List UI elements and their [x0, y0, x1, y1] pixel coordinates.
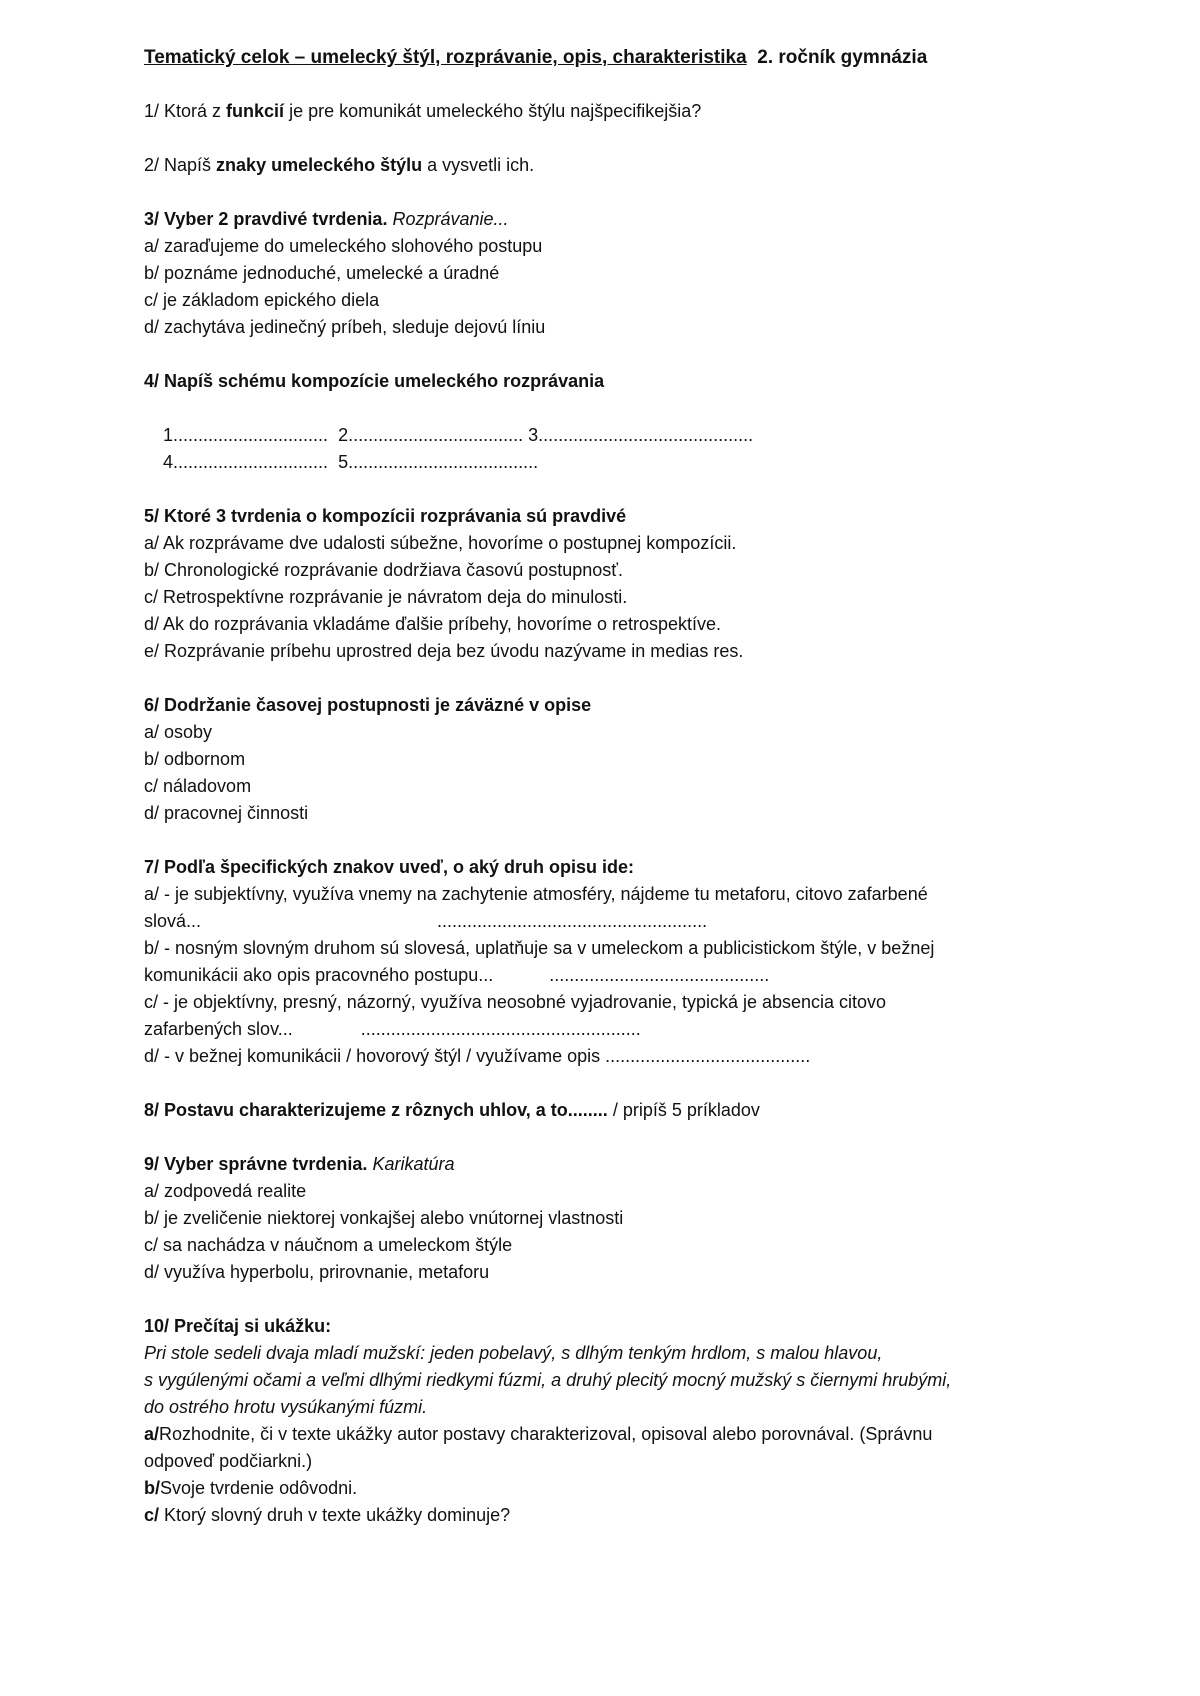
q3-option-a: a/ zaraďujeme do umeleckého slohového postupu	[144, 236, 543, 256]
title-topic: Tematický celok – umelecký štýl, rozprávanie, opis, charakteristika	[144, 47, 747, 68]
question-5	[144, 503, 1084, 665]
q10-excerpt-line-1: Pri stole sedeli dvaja mladí mužskí: jeden pobelavý, s dlhým tenkým hrdlom, s malou hlavou,	[144, 1343, 883, 1363]
question-6	[144, 692, 1084, 827]
q3-option-b: b/ poznáme jednoduché, umelecké a úradné	[144, 263, 500, 283]
q7-b-text: komunikácii ako opis pracovného postupu...	[144, 965, 494, 985]
q9-option-c: c/ sa nachádza v náučnom a umeleckom štýle	[144, 1235, 513, 1255]
q5-option-c: c/ Retrospektívne rozprávanie je návratom deja do minulosti.	[144, 587, 628, 607]
question-7	[144, 854, 1084, 1070]
q9-option-a: a/ zodpovedá realite	[144, 1181, 307, 1201]
page-title	[144, 44, 1084, 71]
q2-bold: znaky umeleckého štýlu	[216, 155, 423, 175]
q8-heading: 8/ Postavu charakterizujeme z rôznych uhlov, a to........	[144, 1100, 608, 1120]
q7-a-blank: ......................................................	[437, 911, 708, 931]
question-9	[144, 1151, 1084, 1286]
question-2	[144, 152, 1084, 179]
worksheet	[144, 44, 1084, 1556]
q6-heading: 6/ Dodržanie časovej postupnosti je záväzné v opise	[144, 695, 592, 715]
q4-blank-4: 4...............................	[163, 452, 329, 472]
q10-a-label: a/	[144, 1424, 160, 1444]
q5-option-e: e/ Rozprávanie príbehu uprostred deja bez úvodu nazývame in medias res.	[144, 641, 744, 661]
q9-heading: 9/ Vyber správne tvrdenia.	[144, 1154, 368, 1174]
q2-text-end: a vysvetli ich.	[422, 155, 535, 175]
q10-b-label: b/	[144, 1478, 160, 1498]
q7-a-line-2	[144, 908, 1084, 935]
q10-excerpt-line-3: do ostrého hrotu vysúkanými fúzmi.	[144, 1397, 428, 1417]
q4-blanks-row-1	[144, 422, 1084, 449]
title-grade: 2. ročník gymnázia	[757, 47, 928, 68]
q1-text: 1/ Ktorá z	[144, 101, 227, 121]
q3-option-c: c/ je základom epického diela	[144, 290, 380, 310]
q7-c-blank: ........................................................	[360, 1019, 641, 1039]
q3-italic: Rozprávanie...	[392, 209, 509, 229]
q6-option-d: d/ pracovnej činnosti	[144, 803, 309, 823]
q9-italic: Karikatúra	[372, 1154, 455, 1174]
q7-c-line-1: c/ - je objektívny, presný, názorný, využíva neosobné vyjadrovanie, typická je absencia citovo	[144, 992, 887, 1012]
q2-text: 2/ Napíš	[144, 155, 217, 175]
q3-heading: 3/ Vyber 2 pravdivé tvrdenia.	[144, 209, 388, 229]
q3-option-d: d/ zachytáva jedinečný príbeh, sleduje dejovú líniu	[144, 317, 546, 337]
q10-c-label: c/	[144, 1505, 160, 1525]
q7-c-line-2	[144, 1016, 1084, 1043]
q7-a-text: slová...	[144, 911, 202, 931]
q10-b-text: Svoje tvrdenie odôvodni.	[160, 1478, 358, 1498]
q9-option-b: b/ je zveličenie niektorej vonkajšej alebo vnútornej vlastnosti	[144, 1208, 624, 1228]
q10-heading: 10/ Prečítaj si ukážku:	[144, 1316, 332, 1336]
q9-option-d: d/ využíva hyperbolu, prirovnanie, metaforu	[144, 1262, 490, 1282]
q10-a	[144, 1421, 1084, 1448]
q7-heading: 7/ Podľa špecifických znakov uveď, o aký druh opisu ide:	[144, 857, 635, 877]
q6-option-b: b/ odbornom	[144, 749, 246, 769]
q4-blank-3: 3...........................................	[528, 425, 754, 445]
question-1	[144, 98, 1084, 125]
question-8	[144, 1097, 1084, 1124]
q10-a-continued: odpoveď podčiarkni.)	[144, 1451, 313, 1471]
q1-bold: funkcií	[226, 101, 285, 121]
q6-option-c: c/ náladovom	[144, 776, 252, 796]
question-4	[144, 368, 1084, 476]
q10-excerpt-line-2: s vygúlenými očami a veľmi dlhými riedkymi fúzmi, a druhý plecitý mocný mužský s čiernymi hrubými,	[144, 1370, 952, 1390]
q7-d-line: d/ - v bežnej komunikácii / hovorový štýl / využívame opis .........................................	[144, 1046, 811, 1066]
q8-instruction: / pripíš 5 príkladov	[607, 1100, 760, 1120]
question-3	[144, 206, 1084, 341]
q4-blanks-row-2	[144, 449, 1084, 476]
q5-heading: 5/ Ktoré 3 tvrdenia o kompozícii rozprávania sú pravdivé	[144, 506, 627, 526]
q10-b	[144, 1475, 1084, 1502]
q10-c	[144, 1502, 1084, 1529]
q7-b-line-2	[144, 962, 1084, 989]
q4-blank-2: 2...................................	[338, 425, 524, 445]
q7-c-text: zafarbených slov...	[144, 1019, 293, 1039]
q5-option-d: d/ Ak do rozprávania vkladáme ďalšie príbehy, hovoríme o retrospektíve.	[144, 614, 722, 634]
q5-option-a: a/ Ak rozprávame dve udalosti súbežne, hovoríme o postupnej kompozícii.	[144, 533, 737, 553]
q7-b-blank: ............................................	[549, 965, 770, 985]
q4-blank-5: 5......................................	[338, 452, 539, 472]
q7-b-line-1: b/ - nosným slovným druhom sú slovesá, uplatňuje sa v umeleckom a publicistickom štýle, v bežnej	[144, 938, 935, 958]
question-10	[144, 1313, 1084, 1529]
q4-blank-1: 1...............................	[163, 425, 329, 445]
q1-text-end: je pre komunikát umeleckého štýlu najšpecifikejšia?	[284, 101, 702, 121]
q10-a-text: Rozhodnite, či v texte ukážky autor postavy charakterizoval, opisoval alebo porovnával. (Správnu	[159, 1424, 933, 1444]
q10-c-text: Ktorý slovný druh v texte ukážky dominuje?	[159, 1505, 511, 1525]
q4-heading: 4/ Napíš schému kompozície umeleckého rozprávania	[144, 371, 605, 391]
q5-option-b: b/ Chronologické rozprávanie dodržiava časovú postupnosť.	[144, 560, 624, 580]
q6-option-a: a/ osoby	[144, 722, 213, 742]
q7-a-line-1: a/ - je subjektívny, využíva vnemy na zachytenie atmosféry, nájdeme tu metaforu, citovo zafarbené	[144, 884, 928, 904]
